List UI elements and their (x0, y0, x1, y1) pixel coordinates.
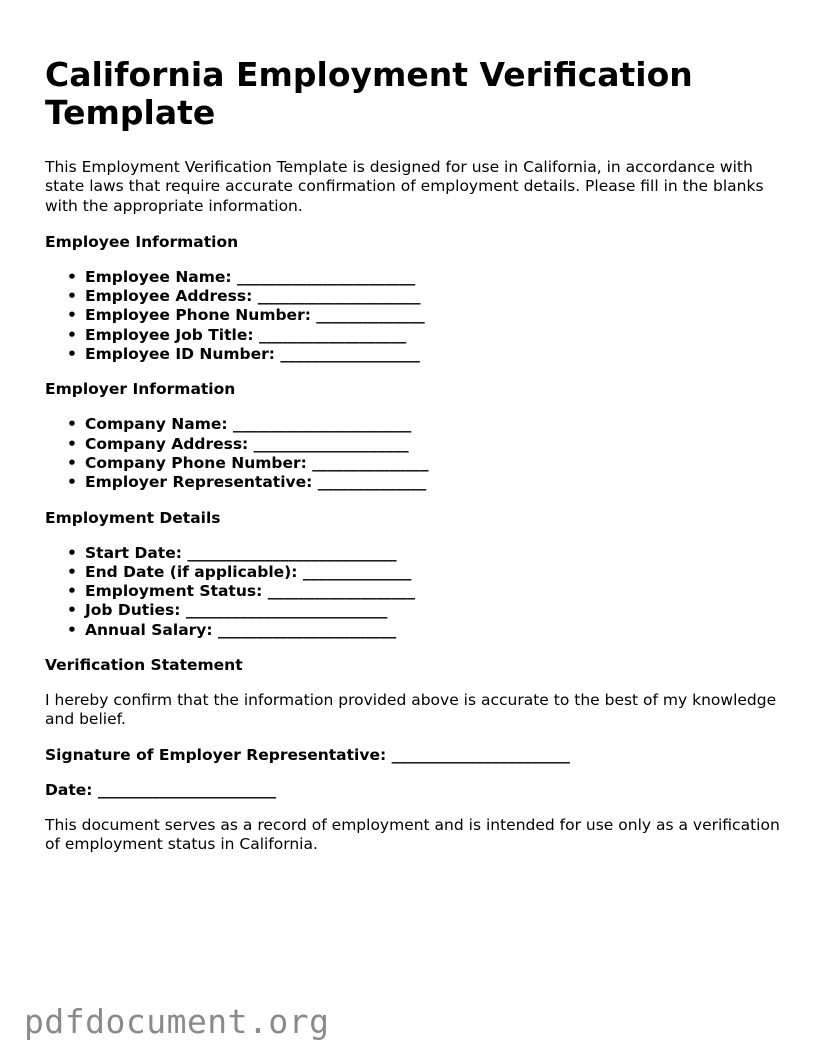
employee-job-title-field[interactable]: • Employee Job Title: ___________________ (85, 326, 785, 345)
employee-info-list (45, 268, 785, 364)
watermark-text: pdfdocument.org (24, 1002, 330, 1041)
intro-paragraph: This Employment Verification Template is designed for use in California, in accordance with state laws that require accurate confirmation of employment details. Please fill in the blanks with the appropriate information. (45, 158, 764, 215)
employment-status-field[interactable]: • Employment Status: ___________________ (85, 582, 785, 601)
start-date-field[interactable]: • Start Date: ___________________________ (85, 544, 785, 563)
employment-section-heading: Employment Details (45, 508, 221, 527)
verification-statement: I hereby confirm that the information provided above is accurate to the best of my knowledge and belief. (45, 691, 777, 729)
annual-salary-field[interactable]: • Annual Salary: _______________________ (85, 621, 785, 640)
employer-representative-field[interactable]: • Employer Representative: ______________ (85, 473, 785, 492)
job-duties-field[interactable]: • Job Duties: __________________________ (85, 601, 785, 620)
employee-section-heading: Employee Information (45, 232, 239, 251)
verification-section-heading: Verification Statement (45, 656, 243, 675)
employee-name-field[interactable]: • Employee Name: _______________________ (85, 268, 785, 287)
signature-field[interactable]: Signature of Employer Representative: _______________________ (45, 745, 570, 764)
closing-paragraph: This document serves as a record of employment and is intended for use only as a verification of employment status in California. (45, 815, 780, 853)
document-page (45, 56, 785, 854)
employee-phone-field[interactable]: • Employee Phone Number: ______________ (85, 306, 785, 325)
company-name-field[interactable]: • Company Name: _______________________ (85, 415, 785, 434)
page-title: California Employment Verification Template (45, 55, 693, 132)
company-address-field[interactable]: • Company Address: ____________________ (85, 435, 785, 454)
employer-section-heading: Employer Information (45, 380, 236, 399)
employer-info-list (45, 415, 785, 492)
company-phone-field[interactable]: • Company Phone Number: _______________ (85, 454, 785, 473)
end-date-field[interactable]: • End Date (if applicable): ______________ (85, 563, 785, 582)
employee-id-field[interactable]: • Employee ID Number: __________________ (85, 345, 785, 364)
date-field[interactable]: Date: _______________________ (45, 780, 277, 799)
employment-details-list (45, 544, 785, 640)
employee-address-field[interactable]: • Employee Address: _____________________ (85, 287, 785, 306)
